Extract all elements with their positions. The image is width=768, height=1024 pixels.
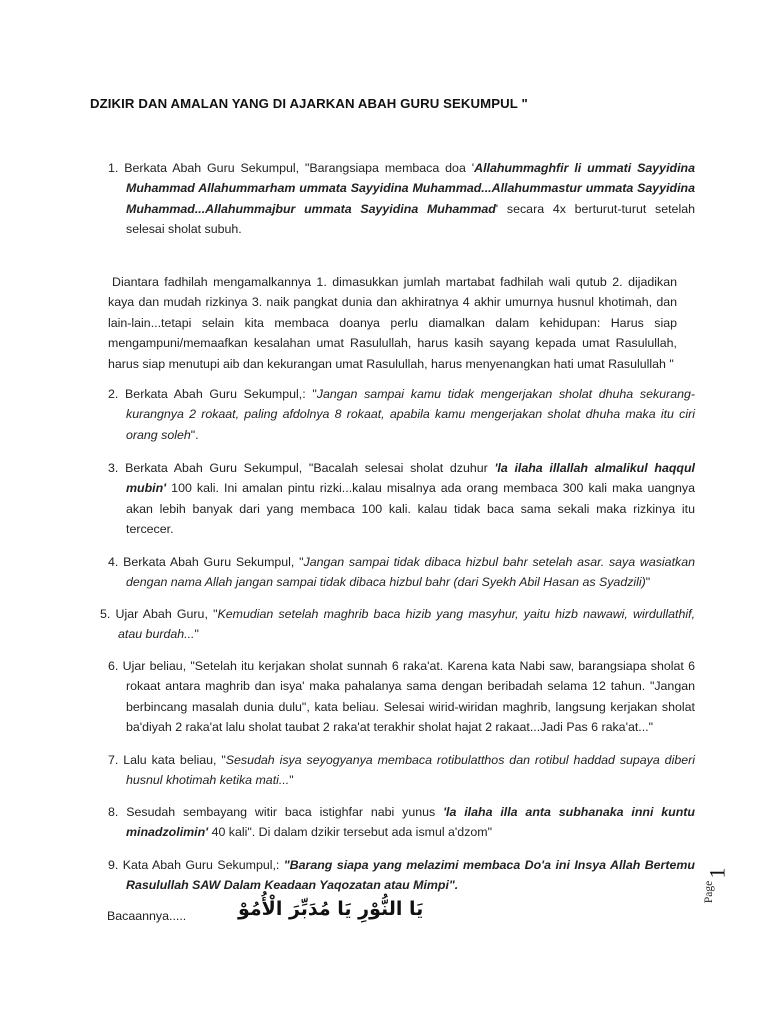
list-item-1 xyxy=(108,158,695,240)
list-item-4 xyxy=(108,552,695,593)
item-text: Kata Abah Guru Sekumpul,: xyxy=(122,858,284,872)
document-title: DZIKIR DAN AMALAN YANG DI AJARKAN ABAH GURU SEKUMPUL " xyxy=(90,96,528,111)
item-text: Sesudah sembayang witir baca istighfar nabi yunus xyxy=(126,805,444,819)
item-text: ". xyxy=(190,427,199,442)
item-text: 40 kali". Di dalam dzikir tersebut ada ismul a'dzom" xyxy=(208,825,492,840)
item-text: " xyxy=(289,773,294,788)
item-quote-text: Kemudian setelah maghrib baca hizib yang masyhur, yaitu hizb nawawi, wirdullathif, atau burdah... xyxy=(118,607,696,642)
item-number: 5. xyxy=(100,607,111,621)
item-dzikir-text: 'la ilaha illallah almalikul haqqul mubin' xyxy=(126,461,695,496)
item-text: Ujar beliau, "Setelah itu kerjakan sholat sunnah 6 raka'at. Karena kata Nabi saw, barangsiapa sholat 6 rokaat antara maghrib dan isya' maka pahalanya sama dengan beribadah selama 12 tahun. "Jangan berbincang masalah dunia dulu", kata beliau. Selesai wirid-wiridan maghrib, langsung kerjakan sholat ba'diyah 2 raka'at lalu sholat taubat 2 raka'at terakhir sholat hajat 2 rakaat...Jadi Pas 6 raka'at..." xyxy=(122,659,695,735)
item-text: Berkata Abah Guru Sekumpul, "Barangsiapa membaca doa ' xyxy=(124,161,475,175)
item-istighfar-text: 'la ilaha illa anta subhanaka inni kuntu minadzolimin' xyxy=(126,805,695,840)
item-text: ' secara 4x berturut-turut setelah selesai sholat subuh. xyxy=(126,201,695,237)
item-text: Lalu kata beliau, " xyxy=(123,753,226,767)
list-item-9 xyxy=(108,855,695,896)
item-quote-text: "Barang siapa yang melazimi membaca Do'a ini Insya Allah Bertemu Rasulullah SAW Dalam Keadaan Yaqozatan atau Mimpi". xyxy=(126,858,695,893)
item-number: 6. xyxy=(108,659,119,673)
item-quote-text: Sesudah isya seyogyanya membaca rotibulatthos dan rotibul haddad supaya diberi husnul khotimah ketika mati... xyxy=(126,753,695,788)
item-text: " xyxy=(194,627,199,642)
item-number: 2. xyxy=(108,387,119,401)
arabic-doa: يَا النُّوْرِ يَا مُدَبِّرَ الْأُمُوْ xyxy=(238,898,424,920)
list-item-5 xyxy=(100,604,695,645)
item-text: Berkata Abah Guru Sekumpul, " xyxy=(123,555,304,569)
page-marker xyxy=(704,866,744,916)
item-number: 9. xyxy=(108,858,119,872)
item-quote-text: Jangan sampai kamu tidak mengerjakan sholat dhuha sekurang-kurangnya 2 rokaat, paling afdolnya 8 rokaat, apabila kamu mengerjakan sholat dhuha maka itu ciri orang soleh xyxy=(126,387,695,442)
item-quote-text: Jangan sampai tidak dibaca hizbul bahr setelah asar. saya wasiatkan dengan nama Allah jangan sampai tidak dibaca hizbul bahr (dari Syekh Abil Hasan as Syadzili) xyxy=(126,555,695,590)
item-text: 100 kali. Ini amalan pintu rizki...kalau misalnya ada orang membaca 300 kali maka uangnya akan lebih banyak dari yang membaca 100 kali. kalau tidak baca sama sekali maka rizkinya itu tercecer. xyxy=(126,481,695,537)
item-number: 8. xyxy=(108,805,119,819)
item-number: 7. xyxy=(108,753,119,767)
list-item-2 xyxy=(108,384,695,445)
page-number: 1 xyxy=(704,867,730,879)
item-number: 3. xyxy=(108,461,119,475)
item-number: 4. xyxy=(108,555,119,569)
list-item-8 xyxy=(108,802,695,843)
item-text: Berkata Abah Guru Sekumpul, "Bacalah selesai sholat dzuhur xyxy=(125,461,495,475)
list-item-3 xyxy=(108,458,695,540)
fadhilah-paragraph: Diantara fadhilah mengamalkannya 1. dimasukkan jumlah martabat fadhilah wali qutub 2. dijadikan kaya dan mudah rizkinya 3. naik pangkat dunia dan akhiratnya 4 akhir umurnya husnul khotimah, dan lain-lain...tetapi selain kita membaca doanya perlu diamalkan dalam kehidupan: Harus siap mengampuni/memaafkan kesalahan umat Rasulullah, harus kasih sayang kepada umat Rasulullah, harus siap menutupi aib dan kekurangan umat Rasulullah, harus menyenangkan hati umat Rasulullah " xyxy=(108,275,677,371)
bacaan-label: Bacaannya..... xyxy=(107,909,187,923)
item-text: Ujar Abah Guru, " xyxy=(115,607,218,621)
list-item-6 xyxy=(108,656,695,738)
item-number: 1. xyxy=(108,161,119,175)
item-doa-text: Allahummaghfir li ummati Sayyidina Muhammad Allahummarham ummata Sayyidina Muhammad...Allahummastur ummata Sayyidina Muhammad...Allahummajbur ummata Sayyidina Muhammad xyxy=(126,161,695,216)
page-label: Page xyxy=(703,880,716,904)
list-item-7 xyxy=(108,750,695,791)
item-text: " xyxy=(645,575,651,590)
item-text: Berkata Abah Guru Sekumpul,: " xyxy=(125,387,317,401)
